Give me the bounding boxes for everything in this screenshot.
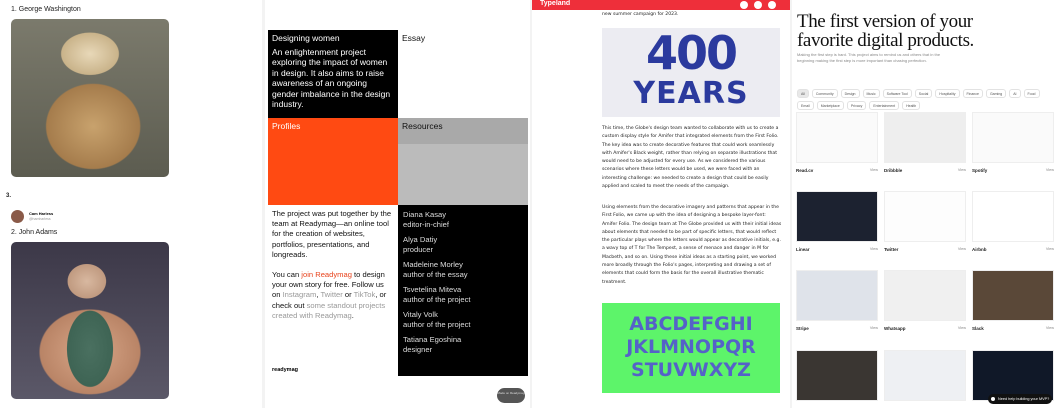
credit-item [403, 285, 523, 305]
product-name: Airbnb [972, 247, 987, 252]
view-link[interactable]: View [1045, 247, 1054, 251]
credit-role: editor-in-chief [403, 220, 450, 229]
author-name[interactable]: Cam Harless [29, 211, 54, 216]
category-chip[interactable]: Privacy [847, 101, 866, 110]
credit-item [403, 310, 523, 330]
toast-text: Need help building your MVP? [998, 397, 1050, 401]
view-link[interactable]: View [869, 326, 878, 330]
product-card[interactable] [796, 270, 878, 331]
paragraph: Using elements from the decorative imagery and patterns that appear in the First Folio, we came up with the idea of designing a bespoke layer-font: Amifer Folio. The design team at The Globe provided us with their initial ideas about elements that needed to be part of specific letters, that would reflect the particular plays where the letters would appear as decorative initials, e.g. a wavy top of T for The Tempest, a sense of menace and danger in M for Macbeth, and so on. Using these initial ideas as a starting point, we worked more broadly through the Folio's pages, interpreting and drawing a set of elements that could form the basis for the overall illustrative thematic treatment. [602, 205, 782, 285]
intro-line: new summer campaign for 2023. [602, 12, 679, 17]
join-readymag-link[interactable]: join Readymag [301, 270, 352, 280]
mvp-gallery-panel [792, 0, 1061, 408]
designing-women-block[interactable] [268, 30, 398, 118]
account-icon[interactable] [754, 1, 762, 9]
chat-icon [991, 397, 995, 401]
typeland-header [532, 0, 790, 10]
credit-role: author of the project [403, 320, 471, 329]
product-screenshot[interactable] [884, 270, 966, 321]
category-chip[interactable]: Marketplace [817, 101, 844, 110]
text: . [351, 310, 354, 320]
credit-item [403, 210, 523, 230]
credit-name: Tsvetelina Miteva [403, 285, 462, 294]
product-name: Dribbble [884, 168, 903, 173]
product-screenshot[interactable] [884, 350, 966, 401]
resources-link[interactable]: Resources [398, 118, 528, 205]
view-link[interactable]: View [1045, 326, 1054, 330]
view-link[interactable]: View [1045, 168, 1054, 172]
product-screenshot[interactable] [796, 350, 878, 401]
product-screenshot[interactable] [884, 112, 966, 163]
project-title: Designing women [272, 33, 340, 43]
credits-list [398, 205, 528, 376]
product-card[interactable] [884, 191, 966, 252]
credit-item [403, 335, 523, 355]
john-adams-image[interactable] [11, 242, 169, 399]
credit-name: Alya Datiy [403, 235, 438, 244]
mvp-help-toast[interactable] [988, 394, 1052, 404]
readymag-logo[interactable]: readymag [272, 367, 298, 373]
credit-name: Vitaly Volk [403, 310, 438, 319]
category-chip[interactable]: Social [915, 89, 933, 98]
product-screenshot[interactable] [884, 191, 966, 242]
credit-name: Madeleine Morley [403, 260, 463, 269]
view-link[interactable]: View [957, 247, 966, 251]
category-chip[interactable]: Food [1024, 89, 1040, 98]
text: , or check out [272, 290, 387, 310]
product-name: Stripe [796, 326, 809, 331]
product-screenshot[interactable] [972, 112, 1054, 163]
product-card[interactable] [884, 270, 966, 331]
product-screenshot[interactable] [796, 270, 878, 321]
credit-name: Diana Kasay [403, 210, 447, 219]
product-card[interactable] [884, 350, 966, 401]
credit-name: Tatiana Egoshina [403, 335, 462, 344]
instagram-link[interactable]: Instagram [282, 290, 317, 300]
credit-role: producer [403, 245, 433, 254]
page-subtitle: Making the first step is hard. This project aims to remind us and others that in the beginning making the first step is more important than chasing perfection. [797, 52, 941, 63]
product-name: Read.cv [796, 168, 814, 173]
george-washington-image[interactable] [11, 19, 169, 177]
project-description: An enlightenment project exploring the impact of women in design. It also aims to raise awareness of an ongoing gender imbalance in the design industry. [272, 46, 391, 109]
tiktok-link[interactable]: TikTok [353, 290, 376, 300]
alphabet-row: JKLMNOPQR [626, 336, 756, 358]
product-card[interactable] [884, 112, 966, 173]
about-text [272, 209, 394, 321]
category-chip[interactable]: Community [812, 89, 838, 98]
400-years-image [602, 28, 780, 117]
thread-number: 3. [6, 193, 12, 199]
product-name: Twitter [884, 247, 899, 252]
product-card[interactable] [796, 112, 878, 173]
twitter-link[interactable]: Twitter [320, 290, 343, 300]
profiles-link[interactable]: Profiles [268, 118, 398, 205]
text: You can [272, 270, 302, 280]
author-handle[interactable]: @hamharless [29, 217, 51, 221]
product-screenshot[interactable] [972, 191, 1054, 242]
category-chip[interactable]: Health [902, 101, 920, 110]
alphabet-row: ABCDEFGHI [629, 313, 753, 335]
category-chip[interactable]: Hospitality [935, 89, 959, 98]
hero-word: YEARS [633, 76, 749, 111]
category-chip[interactable]: Design [841, 89, 860, 98]
avatar[interactable] [11, 210, 24, 223]
menu-icon[interactable] [768, 1, 776, 9]
product-card[interactable] [796, 350, 878, 401]
tweet-caption: 1. George Washington [11, 6, 81, 13]
text: , [316, 290, 319, 300]
typeland-logo[interactable]: Typeland [540, 0, 571, 7]
product-name: Whatsapp [884, 326, 906, 331]
paragraph: This time, the Globe's design team wanted to collaborate with us to create a custom display style for Amifer that integrated elements from the First Folio. The key idea was to create decorative features that could work seamlessly with Amifer's Black weight, rather than relying on separate illustrations that would need to be adjusted for every use. As we considered the various scenarios where these letters would be used, we were faced with an interesting challenge: we needed to create a design that could be easily applied and scaled to meet the needs of the campaign. [602, 126, 779, 190]
about-paragraph: The project was put together by the team at Readymag—an online tool for the creation of websites, portfolios, presentations, and longreads. [272, 209, 392, 259]
category-chip[interactable]: Email [797, 101, 814, 110]
credit-role: author of the essay [403, 270, 468, 279]
category-filters [797, 89, 1057, 110]
category-chip[interactable]: Finance [963, 89, 983, 98]
category-chip[interactable]: Software Tool [883, 89, 912, 98]
tweet-caption: 2. John Adams [11, 229, 58, 236]
text: to design your own story for free. Follow us on [272, 270, 385, 300]
product-name: Slack [972, 326, 984, 331]
text: or [342, 290, 354, 300]
credit-role: author of the project [403, 295, 471, 304]
category-chip[interactable]: Music [863, 89, 880, 98]
hero-number: 400 [645, 26, 737, 80]
standout-projects-link[interactable]: some standout projects created with Readymag [272, 300, 386, 320]
credit-item [403, 260, 523, 280]
tweet-thread-panel [0, 0, 262, 408]
category-chip[interactable]: Entertainment [869, 101, 899, 110]
alphabet-row: STUVWXYZ [631, 359, 751, 381]
view-link[interactable]: View [957, 326, 966, 330]
product-name: Linear [796, 247, 810, 252]
view-link[interactable]: View [869, 168, 878, 172]
product-card[interactable] [972, 270, 1054, 331]
category-chip[interactable]: AI [1009, 89, 1020, 98]
page-title: The first version of your favorite digital products. [797, 11, 974, 51]
product-screenshot[interactable] [796, 191, 878, 242]
typeland-panel [532, 0, 790, 408]
made-on-readymag-button[interactable]: Made on Readymag [497, 388, 525, 403]
product-name: Spotify [972, 168, 988, 173]
essay-link[interactable]: Essay [398, 30, 528, 118]
view-link[interactable]: View [869, 247, 878, 251]
credit-item [403, 235, 523, 255]
product-screenshot[interactable] [796, 112, 878, 163]
follow-paragraph [272, 270, 394, 321]
product-card[interactable] [796, 191, 878, 252]
alphabet-image [602, 303, 780, 393]
readymag-panel [265, 0, 530, 408]
category-chip[interactable]: Gaming [986, 89, 1006, 98]
product-card[interactable] [972, 112, 1054, 173]
product-screenshot[interactable] [972, 270, 1054, 321]
product-card[interactable] [972, 191, 1054, 252]
category-chip[interactable]: All [797, 89, 809, 98]
credit-role: designer [403, 345, 433, 354]
view-link[interactable]: View [957, 168, 966, 172]
cart-icon[interactable] [740, 1, 748, 9]
